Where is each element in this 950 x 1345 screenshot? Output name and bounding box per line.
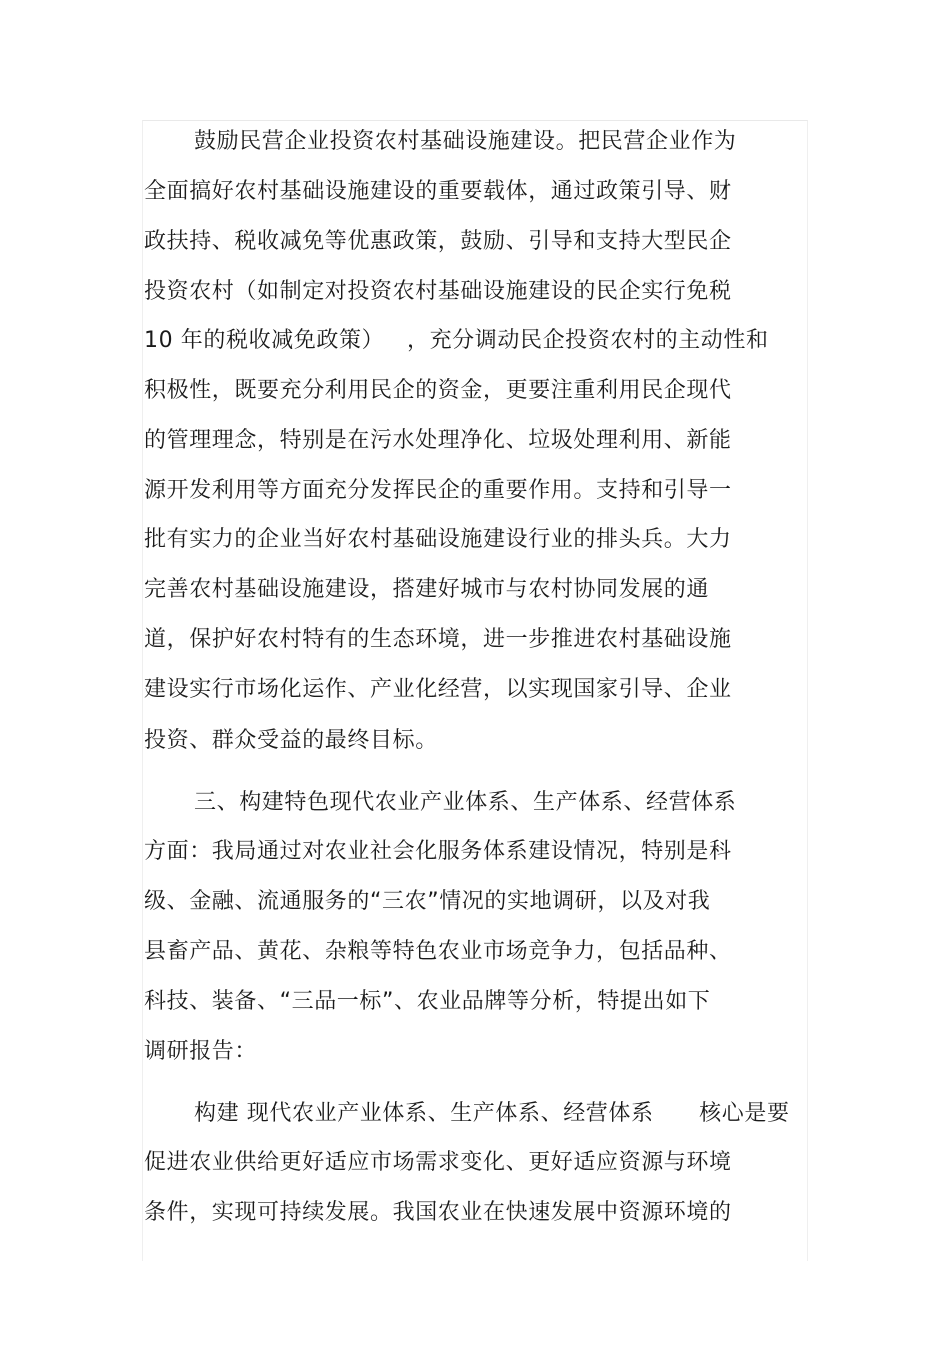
paragraph-2-line-1: 三、构建特色现代农业产业体系、生产体系、经营体系 — [194, 790, 737, 815]
paragraph-1-line-6: 积极性，既要充分利用民企的资金，更要注重利用民企现代 — [144, 378, 732, 403]
paragraph-1-line-1: 鼓励民营企业投资农村基础设施建设。把民营企业作为 — [194, 129, 737, 154]
paragraph-3-line-3: 条件，实现可持续发展。我国农业在快速发展中资源环境的 — [144, 1200, 732, 1225]
paragraph-2-line-5: 科技、装备、“三品一标”、农业品牌等分析，特提出如下 — [144, 989, 711, 1014]
paragraph-1-line-10: 完善农村基础设施建设，搭建好城市与农村协同发展的通 — [144, 577, 710, 602]
paragraph-1-line-8: 源开发利用等方面充分发挥民企的重要作用。支持和引导一 — [144, 478, 732, 503]
paragraph-1-line-9: 批有实力的企业当好农村基础设施建设行业的排头兵。大力 — [144, 527, 732, 552]
paragraph-2-line-3: 级、金融、流通服务的“三农”情况的实地调研，以及对我 — [144, 889, 711, 914]
paragraph-2-line-2: 方面：我局通过对农业社会化服务体系建设情况，特别是科 — [144, 839, 732, 864]
paragraph-1-line-11: 道，保护好农村特有的生态环境，进一步推进农村基础设施 — [144, 627, 732, 652]
paragraph-1-line-13: 投资、群众受益的最终目标。 — [144, 728, 438, 753]
paragraph-1-line-7: 的管理理念，特别是在污水处理净化、垃圾处理利用、新能 — [144, 428, 732, 453]
paragraph-1-line-4: 投资农村（如制定对投资农村基础设施建设的民企实行免税 — [144, 279, 732, 304]
paragraph-1-line-3: 政扶持、税收减免等优惠政策，鼓励、引导和支持大型民企 — [144, 229, 732, 254]
paragraph-3-line-2: 促进农业供给更好适应市场需求变化、更好适应资源与环境 — [144, 1150, 732, 1175]
paragraph-2-line-4: 县畜产品、黄花、杂粮等特色农业市场竞争力，包括品种、 — [144, 939, 732, 964]
paragraph-2-line-6: 调研报告： — [144, 1039, 258, 1064]
paragraph-1-line-5: 10 年的税收减免政策） ，充分调动民企投资农村的主动性和 — [144, 328, 769, 353]
paragraph-1-line-12: 建设实行市场化运作、产业化经营，以实现国家引导、企业 — [144, 677, 732, 702]
paragraph-1-line-2: 全面搞好农村基础设施建设的重要载体，通过政策引导、财 — [144, 179, 732, 204]
paragraph-3-line-1: 构建 现代农业产业体系、生产体系、经营体系 核心是要 — [194, 1101, 790, 1126]
